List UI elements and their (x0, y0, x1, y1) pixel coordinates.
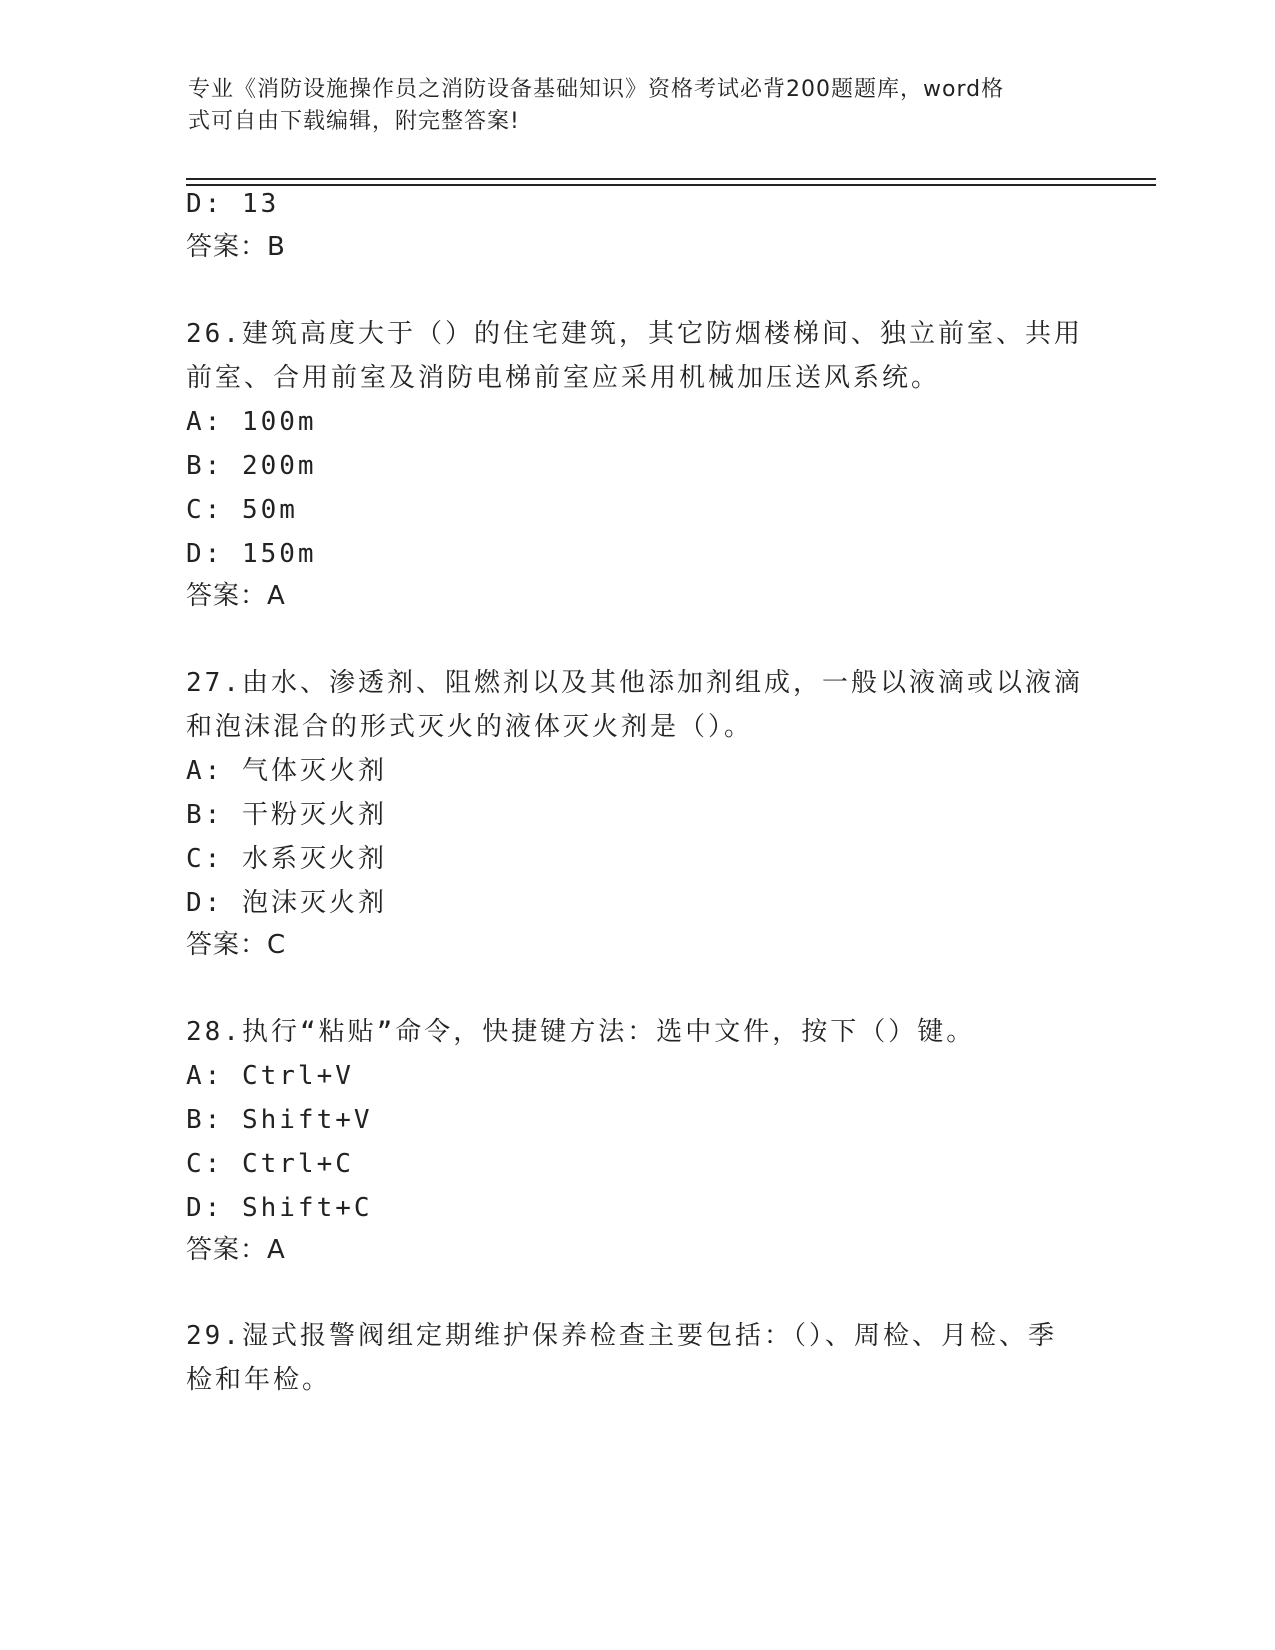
q27-option-d: D: 泡沫灭火剂 (186, 888, 387, 918)
q27-answer: 答案：C (186, 930, 287, 960)
header-rule-bottom (186, 184, 1156, 186)
q26-option-c: C: 50m (186, 495, 298, 525)
q28-answer: 答案：A (186, 1235, 286, 1265)
q27-stem-line-2: 和泡沫混合的形式灭火的液体灭火剂是（）。 (186, 712, 754, 742)
q27-option-a: A: 气体灭火剂 (186, 756, 387, 786)
q28-option-c: C: Ctrl+C (186, 1149, 354, 1179)
document-header (188, 74, 1068, 138)
header-line-1: 专业《消防设施操作员之消防设备基础知识》资格考试必背200题题库，word格 (188, 77, 1005, 102)
q28-option-b: B: Shift+V (186, 1105, 373, 1135)
q28-option-a: A: Ctrl+V (186, 1061, 354, 1091)
q27-stem-line-1: 27.由水、渗透剂、阻燃剂以及其他添加剂组成，一般以液滴或以液滴 (186, 668, 1083, 698)
q28-option-d: D: Shift+C (186, 1193, 373, 1223)
q26-stem-line-1: 26.建筑高度大于（）的住宅建筑，其它防烟楼梯间、独立前室、共用 (186, 319, 1083, 349)
prev-answer: 答案：B (186, 232, 286, 262)
header-rule-top (186, 178, 1156, 180)
header-line-2: 式可自由下载编辑，附完整答案! (188, 109, 520, 134)
q26-option-a: A: 100m (186, 407, 317, 437)
prev-option-d: D: 13 (186, 189, 280, 219)
q29-stem-line-2: 检和年检。 (186, 1365, 332, 1395)
q27-option-c: C: 水系灭火剂 (186, 844, 387, 874)
q29-stem-line-1: 29.湿式报警阀组定期维护保养检查主要包括：（）、周检、月检、季 (186, 1321, 1057, 1351)
q26-answer: 答案：A (186, 581, 286, 611)
q27-option-b: B: 干粉灭火剂 (186, 800, 387, 830)
q26-stem-line-2: 前室、合用前室及消防电梯前室应采用机械加压送风系统。 (186, 363, 941, 393)
q26-option-b: B: 200m (186, 451, 317, 481)
q26-option-d: D: 150m (186, 539, 317, 569)
q28-stem-line-1: 28.执行“粘贴”命令，快捷键方法：选中文件，按下（）键。 (186, 1017, 976, 1047)
